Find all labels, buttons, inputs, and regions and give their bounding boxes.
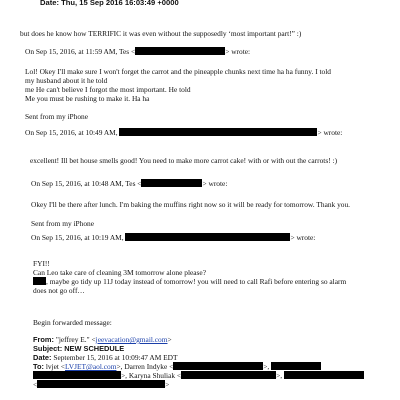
message-line: excellent! Ill bet house smells good! You need to make more carrot cake! with or with out the carrots! :) [30, 156, 338, 165]
fwd-date-label: Date: [33, 353, 52, 362]
redaction-block [173, 362, 263, 370]
redaction-block [181, 371, 276, 379]
attribution-text: > wrote: [290, 233, 316, 242]
message-line: FYI!! [33, 259, 50, 268]
fwd-subject-line [33, 344, 124, 353]
message-line: Lol! Okey I'll make sure I won't forget the carrot and the pineapple chunks next time ha ha funny. I told [25, 67, 331, 76]
attribution-text: On Sep 15, 2016, at 10:49 AM, [25, 128, 118, 137]
redaction-block [33, 277, 46, 285]
fwd-to-text: < [33, 380, 38, 389]
fwd-from-line [33, 335, 172, 344]
fwd-to-label: To: [33, 362, 44, 371]
redaction-block [271, 362, 321, 370]
attribution-text: > wrote: [317, 128, 343, 137]
fwd-date-value: September 15, 2016 at 10:09:47 AM EDT [53, 353, 178, 362]
signature-line: Sent from my iPhone [25, 112, 89, 121]
date-label: Date: [40, 0, 59, 7]
attribution-text: On Sep 15, 2016, at 10:19 AM, [31, 233, 124, 242]
attribution-line [31, 179, 227, 188]
header-date-line [40, 0, 179, 7]
fwd-to-text: >, Darren Indyke < [116, 362, 174, 371]
message-line: Can Leo take care of cleaning 3M tomorrow alone please? [33, 268, 206, 277]
fwd-subject-value: NEW SCHEDULE [64, 344, 125, 353]
message-line [33, 277, 346, 286]
signature-line: Sent from my iPhone [31, 219, 95, 228]
redaction-block [125, 233, 290, 241]
attribution-text: On Sep 15, 2016, at 11:59 AM, Tes < [25, 47, 136, 56]
fwd-to-line-cont [33, 380, 169, 389]
message-text: , maybe go tidy up 11J today instead of tomorrow! you will need to call Rafi before entering so alarm [46, 277, 347, 286]
message-line: does not go off… [33, 286, 85, 295]
redaction-block [33, 371, 121, 379]
attribution-line [25, 128, 342, 137]
fwd-from-label: From: [33, 335, 54, 344]
fwd-to-text: > [165, 380, 170, 389]
fwd-subject-label: Subject: [33, 344, 63, 353]
attribution-line [31, 233, 315, 242]
fwd-to-text: >, [276, 371, 283, 380]
fwd-to-line [33, 362, 321, 371]
attribution-text: > wrote: [225, 47, 251, 56]
attribution-line [25, 47, 250, 56]
message-line: Me you must be rushing to make it. Ha ha [25, 94, 150, 103]
fwd-from-name: "jeffrey E." < [55, 335, 96, 344]
forwarded-intro: Begin forwarded message: [33, 318, 112, 327]
message-line: me He can't believe I forgot the most important. He told [25, 85, 191, 94]
redaction-block [119, 128, 317, 136]
attribution-text: > wrote: [202, 179, 228, 188]
date-value: Thu, 15 Sep 2016 16:03:49 +0000 [61, 0, 179, 7]
fwd-date-line [33, 353, 178, 362]
fwd-from-email-link[interactable]: jeevacation@gmail.com [95, 335, 168, 344]
fwd-to-email-link[interactable]: LVJET@aol.com [64, 362, 117, 371]
message-line: but does he know how TERRIFIC it was even without the supposedly ‘most important part!” :) [20, 29, 302, 38]
redaction-block [37, 380, 165, 388]
redaction-block [141, 179, 202, 187]
fwd-from-bracket: > [167, 335, 172, 344]
fwd-to-line-cont [33, 371, 364, 380]
fwd-to-text: lvjet < [45, 362, 65, 371]
attribution-text: On Sep 15, 2016, at 10:48 AM, Tes < [31, 179, 142, 188]
fwd-to-text: >, [263, 362, 270, 371]
message-line: Okey I'll be there after lunch. I'm baking the muffins right now so it will be ready for tomorrow. Thank you. [31, 200, 351, 209]
message-line: my husband about it he told [25, 76, 108, 85]
redaction-block [135, 47, 225, 55]
redaction-block [284, 371, 364, 379]
fwd-to-text: >, Karyna Shuliak < [121, 371, 182, 380]
